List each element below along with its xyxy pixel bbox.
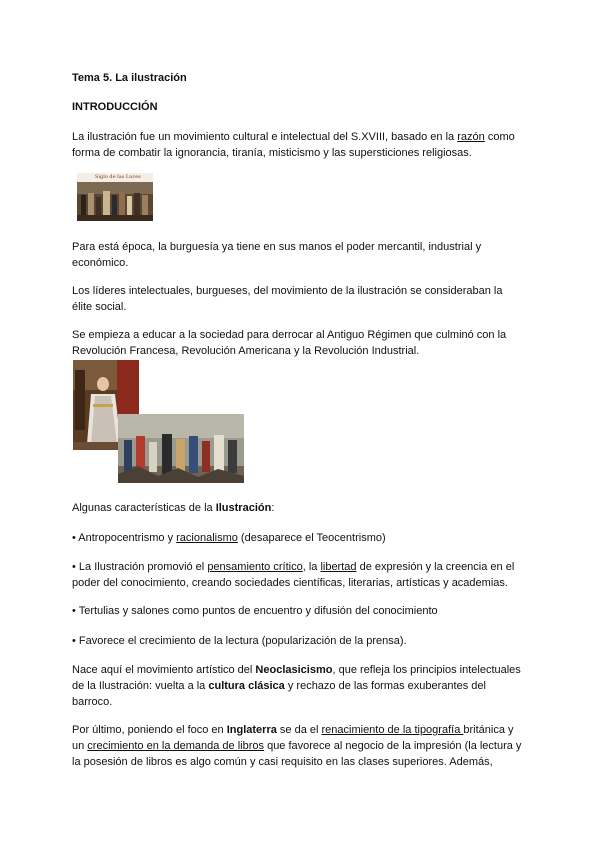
bold-term-inglaterra: Inglaterra [226,724,277,736]
section-heading [72,99,158,115]
text-span: Para está época, la burguesía ya tiene en sus manos el poder mercantil, industrial y [72,241,482,253]
image-caption: Siglo de las Luces [95,174,141,180]
text-span: , la [302,561,321,573]
text-span: que favorece al negocio de la impresión (la lectura y [264,740,522,752]
section-heading-text: INTRODUCCIÓN [72,101,158,113]
bullet-4 [72,633,407,649]
text-span: • Antropocentrismo y [72,532,177,544]
bold-term-ilustracion: Ilustración [215,502,272,514]
text-span: : [271,502,275,514]
link-pensamiento-critico[interactable]: pensamiento crítico [207,561,303,573]
paragraph-6-line-2 [72,678,486,694]
link-razon[interactable]: razón [457,131,485,143]
bullet-2-line-1 [72,559,514,575]
text-span: de la Ilustración: vuelta a la [72,680,209,692]
revolution-scene-painting [118,414,244,483]
text-span: • La Ilustración promovió el [72,561,208,573]
text-span: Por último, poniendo el foco en [72,724,227,736]
text-span: Los líderes intelectuales, burgueses, del movimiento de la ilustración se consideraban la [72,285,503,297]
bullet-2-line-2 [72,575,508,591]
text-span: La ilustración fue un movimiento cultural e intelectual del S.XVIII, basado en la [72,131,458,143]
bullet-3 [72,603,438,619]
document-title [72,70,187,86]
text-span: barroco. [72,696,113,708]
paragraph-4-line-2 [72,343,419,359]
text-span: Algunas características de la [72,502,216,514]
paragraph-2-line-1 [72,239,481,255]
text-span: se da el [276,724,322,736]
bullet-1 [72,530,386,546]
text-span: • Favorece el crecimiento de la lectura (popularización de la prensa). [72,635,407,647]
paragraph-3-line-2 [72,299,126,315]
link-racionalismo[interactable]: racionalismo [176,532,238,544]
paragraph-7-line-1 [72,722,514,738]
text-span: la posesión de libros es algo común y casi requisito en las clases superiores. Además, [72,756,493,768]
text-span: británica y [463,724,514,736]
text-span: élite social. [72,301,127,313]
text-span: Nace aquí el movimiento artístico del [72,664,256,676]
text-span: de expresión y la creencia en el [356,561,515,573]
siglo-de-las-luces-painting [77,173,153,221]
paragraph-2-line-2 [72,255,128,271]
bold-term-cultura-clasica: cultura clásica [208,680,285,692]
document-title-text: Tema 5. La ilustración [72,72,187,84]
text-span: Revolución Francesa, Revolución Americana y la Revolución Industrial. [72,345,420,357]
link-renacimiento-tipografia[interactable]: renacimiento de la tipografía [321,724,464,736]
link-demanda-libros[interactable]: crecimiento en la demanda de libros [87,740,265,752]
paragraph-6-line-1 [72,662,521,678]
paragraph-7-line-3 [72,754,493,770]
paragraph-3-line-1 [72,283,502,299]
paragraph-1-line-1 [72,129,515,145]
text-span: Se empieza a educar a la sociedad para derrocar al Antiguo Régimen que culminó con la [72,329,507,341]
text-span: • Tertulias y salones como puntos de encuentro y difusión del conocimiento [72,605,438,617]
text-span: poder del conocimiento, creando sociedades científicas, literarias, artísticas y academias. [72,577,508,589]
bold-term-neoclasicismo: Neoclasicismo [255,664,333,676]
link-libertad[interactable]: libertad [320,561,357,573]
paragraph-6-line-3 [72,694,112,710]
siglo-de-las-luces-image [77,173,153,221]
text-span: económico. [72,257,129,269]
text-span: un [72,740,88,752]
paragraph-1-line-2 [72,145,472,161]
text-span: y rechazo de las formas exuberantes del [284,680,486,692]
text-span: (desaparece el Teocentrismo) [237,532,386,544]
text-span: como [484,131,515,143]
revolution-scene-image [118,414,244,483]
text-span: , que refleja los principios intelectuales [332,664,521,676]
paragraph-7-line-2 [72,738,521,754]
paragraph-5 [72,500,274,516]
text-span: forma de combatir la ignorancia, tiranía, misticismo y las supersticiones religiosas. [72,147,472,159]
paragraph-4-line-1 [72,327,506,343]
